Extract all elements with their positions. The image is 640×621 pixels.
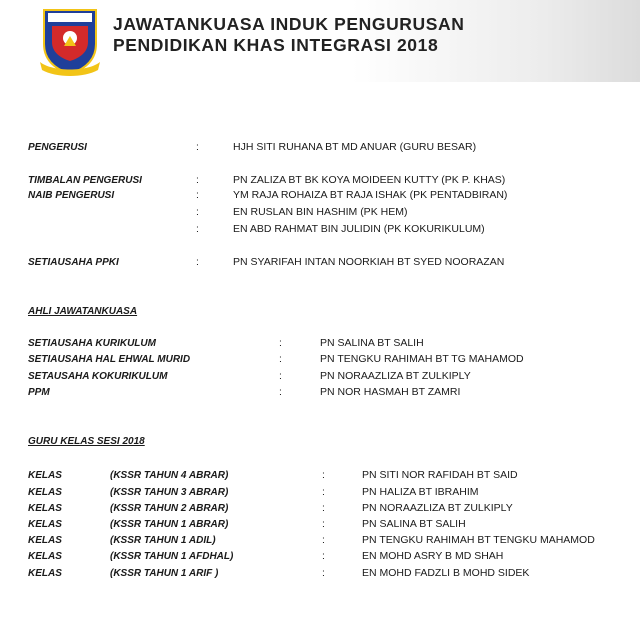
title-line-1: JAWATANKUASA INDUK PENGURUSAN [113,14,465,34]
separator: : [279,353,282,365]
ahli-role: SETIAUSAHA KURIKULUM [28,338,156,349]
class-name: (KSSR TAHUN 1 AFDHAL) [110,551,234,562]
officer-name: PN SYARIFAH INTAN NOORKIAH BT SYED NOORAZAN [233,256,505,268]
class-name: (KSSR TAHUN 1 ADIL) [110,535,216,546]
ahli-name: PN SALINA BT SALIH [320,337,424,349]
separator: : [279,386,282,398]
title-line-2: PENDIDIKAN KHAS INTEGRASI 2018 [113,35,439,55]
officer-name: PN ZALIZA BT BK KOYA MOIDEEN KUTTY (PK P. KHAS) [233,174,506,186]
teacher-name: PN TENGKU RAHIMAH BT TENGKU MAHAMOD [362,534,595,546]
ahli-name: PN NORAAZLIZA BT ZULKIPLY [320,370,471,382]
separator: : [322,502,325,514]
separator: : [322,518,325,530]
school-crest-logo [38,6,102,78]
officer-role: SETIAUSAHA PPKI [28,257,119,268]
kelas-label: KELAS [28,487,62,498]
teacher-name: EN MOHD FADZLI B MOHD SIDEK [362,567,530,579]
ahli-role: SETAUSAHA KOKURIKULUM [28,371,168,382]
class-name: (KSSR TAHUN 3 ABRAR) [110,487,229,498]
separator: : [322,534,325,546]
separator: : [196,223,199,235]
officer-name: EN RUSLAN BIN HASHIM (PK HEM) [233,206,408,218]
officer-name: YM RAJA ROHAIZA BT RAJA ISHAK (PK PENTADBIRAN) [233,189,508,201]
separator: : [322,486,325,498]
class-name: (KSSR TAHUN 1 ABRAR) [110,519,229,530]
separator: : [322,567,325,579]
kelas-label: KELAS [28,470,62,481]
class-name: (KSSR TAHUN 1 ARIF ) [110,568,219,579]
guru-heading: GURU KELAS SESI 2018 [28,436,145,447]
officer-name: EN ABD RAHMAT BIN JULIDIN (PK KOKURIKULUM) [233,223,485,235]
teacher-name: EN MOHD ASRY B MD SHAH [362,550,504,562]
officer-role: PENGERUSI [28,142,87,153]
separator: : [196,174,199,186]
kelas-label: KELAS [28,551,62,562]
teacher-name: PN SALINA BT SALIH [362,518,466,530]
separator: : [196,141,199,153]
separator: : [279,337,282,349]
teacher-name: PN HALIZA BT IBRAHIM [362,486,479,498]
teacher-name: PN SITI NOR RAFIDAH BT SAID [362,469,518,481]
officer-name: HJH SITI RUHANA BT MD ANUAR (GURU BESAR) [233,141,477,153]
kelas-label: KELAS [28,535,62,546]
separator: : [279,370,282,382]
separator: : [322,550,325,562]
kelas-label: KELAS [28,568,62,579]
class-name: (KSSR TAHUN 2 ABRAR) [110,503,229,514]
officer-role: NAIB PENGERUSI [28,190,115,201]
class-name: (KSSR TAHUN 4 ABRAR) [110,470,229,481]
ahli-role: SETIAUSAHA HAL EHWAL MURID [28,354,191,365]
officer-role: TIMBALAN PENGERUSI [28,175,142,186]
separator: : [196,256,199,268]
kelas-label: KELAS [28,503,62,514]
separator: : [322,469,325,481]
teacher-name: PN NORAAZLIZA BT ZULKIPLY [362,502,513,514]
separator: : [196,206,199,218]
ahli-heading: AHLI JAWATANKUASA [28,306,138,317]
ahli-name: PN NOR HASMAH BT ZAMRI [320,386,461,398]
ahli-role: PPM [28,387,50,398]
separator: : [196,189,199,201]
kelas-label: KELAS [28,519,62,530]
page-title [113,14,465,56]
ahli-name: PN TENGKU RAHIMAH BT TG MAHAMOD [320,353,524,365]
